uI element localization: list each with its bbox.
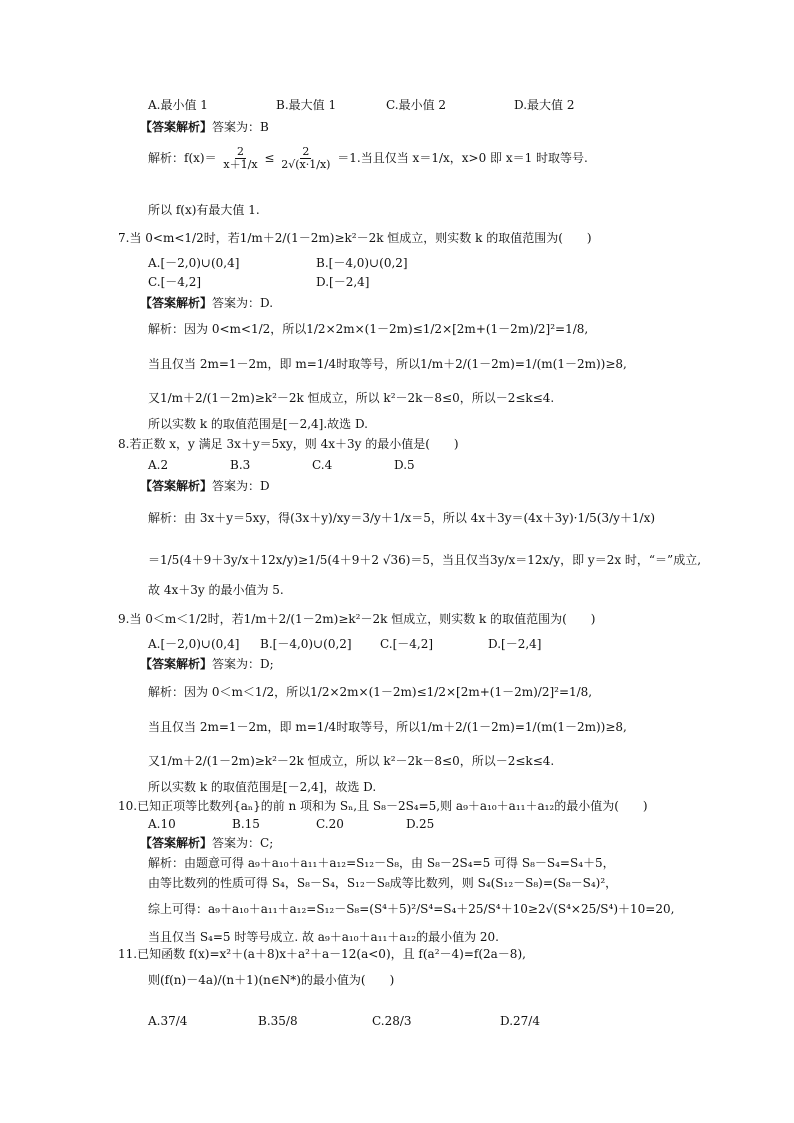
q6-options	[148, 98, 574, 112]
q9-option-d: D.[－2,4]	[488, 637, 542, 651]
q10-analysis-2: 由等比数列的性质可得 S₄，S₈－S₄，S₁₂－S₈成等比数列，则 S₄(S₁₂－S₈)=(S₈－S₄)²，	[148, 876, 618, 890]
q9-stem: 9.当 0＜m＜1/2时，若1/m＋2/(1－2m)≥k²－2k 恒成立，则实数 k 的取值范围为( )	[118, 612, 596, 626]
q6-answer-line	[140, 120, 269, 134]
q11-option-d: D.27/4	[500, 1014, 540, 1028]
q10-analysis-1: 解析：由题意可得 a₉＋a₁₀＋a₁₁＋a₁₂=S₁₂－S₈，由 S₈－2S₄=5 可得 S₈－S₄=S₄＋5，	[148, 856, 615, 870]
q7-option-c: C.[－4,2]	[148, 275, 202, 289]
q10-options	[148, 817, 434, 831]
q10-stem: 10.已知正项等比数列{aₙ}的前 n 项和为 Sₙ,且 S₈－2S₄=5,则 a₉＋a₁₀＋a₁₁＋a₁₂的最小值为( )	[118, 799, 648, 813]
answer-tag: 【答案解析】	[140, 836, 213, 850]
q7-option-b: B.[－4,0)∪(0,2]	[316, 256, 408, 270]
q8-stem: 8.若正数 x，y 满足 3x＋y＝5xy，则 4x＋3y 的最小值是( )	[118, 437, 459, 451]
fraction: $\frac{2}{x+1/x}$	[223, 145, 258, 171]
q9-analysis-3: 又1/m＋2/(1－2m)≥k²－2k 恒成立，所以 k²－2k－8≤0，所以－2≤k≤4.	[148, 754, 555, 768]
analysis-tail: ＝1.当且仅当 x＝1/x，x>0 即 x＝1 时取等号.	[337, 151, 588, 165]
q10-option-a: A.10	[148, 817, 176, 831]
q8-analysis-3: 故 4x＋3y 的最小值为 5.	[148, 583, 284, 597]
q7-stem: 7.当 0<m<1/2时，若1/m＋2/(1－2m)≥k²－2k 恒成立，则实数 k 的取值范围为( )	[118, 231, 592, 245]
q7-analysis-2: 当且仅当 2m=1－2m，即 m=1/4时取等号，所以1/m＋2/(1－2m)=1/(m(1－2m))≥8,	[148, 357, 627, 371]
q10-option-b: B.15	[232, 817, 260, 831]
answer-tag: 【答案解析】	[140, 479, 213, 493]
q9-options	[148, 637, 541, 651]
q6-option-b: B.最大值 1	[276, 98, 337, 112]
q9-analysis-4: 所以实数 k 的取值范围是[－2,4]，故选 D.	[148, 780, 377, 794]
q10-analysis-3: 综上可得：a₉＋a₁₀＋a₁₁＋a₁₂=S₁₂－S₈=(S⁴＋5)²/S⁴=S₄＋25/S⁴＋10≥2√(S⁴×25/S⁴)＋10=20,	[148, 902, 675, 916]
q7-options-row2	[148, 275, 369, 289]
q11-stem-2: 则(f(n)－4a)/(n＋1)(n∈N*)的最小值为( )	[148, 973, 395, 987]
fraction: $\frac{2}{2√(x\cdot 1/x)}$	[281, 145, 331, 171]
q7-answer-line	[140, 296, 273, 310]
analysis-label: 解析：f(x)＝	[148, 151, 217, 165]
q9-option-b: B.[－4,0)∪(0,2]	[260, 637, 352, 651]
q6-option-d: D.最大值 2	[514, 98, 575, 112]
answer-text: 答案为：D.	[212, 296, 274, 310]
answer-tag: 【答案解析】	[140, 120, 213, 134]
q9-analysis-2: 当且仅当 2m=1－2m，即 m=1/4时取等号，所以1/m＋2/(1－2m)=1/(m(1－2m))≥8,	[148, 720, 627, 734]
q10-option-d: D.25	[406, 817, 435, 831]
q10-answer-line	[140, 836, 273, 850]
q7-option-a: A.[－2,0)∪(0,4]	[148, 256, 240, 270]
q7-analysis-3: 又1/m＋2/(1－2m)≥k²－2k 恒成立，所以 k²－2k－8≤0，所以－2≤k≤4.	[148, 391, 555, 405]
q8-options	[148, 458, 415, 472]
q8-analysis-1: 解析：由 3x＋y＝5xy，得(3x＋y)/xy＝3/y＋1/x＝5，所以 4x＋3y＝(4x＋3y)·1/5(3/y＋1/x)	[148, 511, 656, 525]
q7-analysis-1: 解析：因为 0<m<1/2，所以1/2×2m×(1－2m)≤1/2×[2m+(1－2m)/2]²=1/8,	[148, 322, 589, 336]
answer-text: 答案为：D;	[212, 657, 274, 671]
q6-analysis: 解析：f(x)＝ $\frac{2}{x+1/x}$ ≤ $\frac{2}{2√(x\cdot 1/x)}$ ＝1.当且仅当 x＝1/x，x>0 即 x＝1 时取等号.	[148, 145, 588, 171]
q8-option-d: D.5	[394, 458, 415, 472]
answer-text: 答案为：C;	[212, 836, 274, 850]
q11-option-b: B.35/8	[258, 1014, 298, 1028]
q8-option-a: A.2	[148, 458, 169, 472]
answer-text: 答案为：B	[212, 120, 269, 134]
q11-options	[148, 1014, 540, 1028]
q8-option-c: C.4	[312, 458, 333, 472]
q7-option-d: D.[－2,4]	[316, 275, 370, 289]
q11-option-a: A.37/4	[148, 1014, 188, 1028]
q10-option-c: C.20	[316, 817, 344, 831]
q8-analysis-2: ＝1/5(4＋9＋3y/x＋12x/y)≥1/5(4＋9＋2 √36)＝5，当且仅当3y/x＝12x/y，即 y＝2x 时，“＝”成立,	[148, 553, 702, 567]
q11-option-c: C.28/3	[372, 1014, 412, 1028]
q10-analysis-4: 当且仅当 S₄=5 时等号成立. 故 a₉＋a₁₀＋a₁₁＋a₁₂的最小值为 20.	[148, 930, 499, 944]
q8-option-b: B.3	[230, 458, 251, 472]
q9-option-a: A.[－2,0)∪(0,4]	[148, 637, 240, 651]
q9-option-c: C.[－4,2]	[380, 637, 434, 651]
q7-options-row1	[148, 256, 408, 270]
q9-analysis-1: 解析：因为 0＜m＜1/2，所以1/2×2m×(1－2m)≤1/2×[2m+(1－2m)/2]²=1/8,	[148, 685, 593, 699]
q6-option-c: C.最小值 2	[386, 98, 447, 112]
q7-analysis-4: 所以实数 k 的取值范围是[－2,4].故选 D.	[148, 417, 368, 431]
q8-answer-line	[140, 479, 270, 493]
answer-tag: 【答案解析】	[140, 296, 213, 310]
q6-conclusion: 所以 f(x)有最大值 1.	[148, 203, 260, 217]
q6-option-a: A.最小值 1	[148, 98, 208, 112]
answer-tag: 【答案解析】	[140, 657, 213, 671]
q11-stem: 11.已知函数 f(x)=x²＋(a＋8)x＋a²＋a－12(a<0)，且 f(a²－4)=f(2a－8),	[118, 947, 526, 961]
answer-text: 答案为：D	[212, 479, 270, 493]
q9-answer-line	[140, 657, 274, 671]
